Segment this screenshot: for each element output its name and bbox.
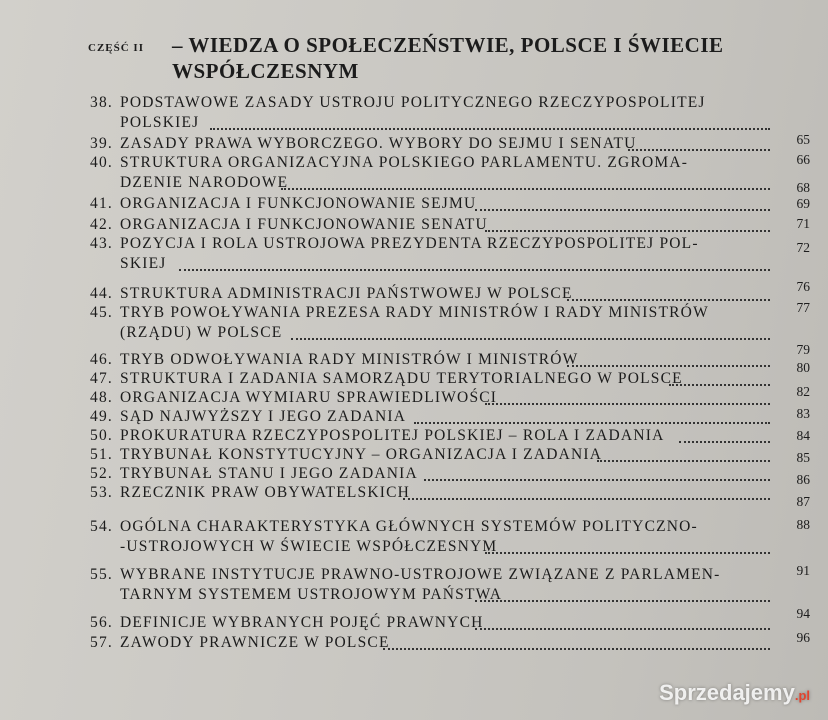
toc-page-number: 76 — [796, 279, 810, 294]
part-title: – WIEDZA O SPOŁECZEŃSTWIE, POLSCE I ŚWIECIE WSPÓŁCZESNYM — [172, 33, 724, 83]
watermark-logo: Sprzedajemy.pl — [659, 680, 810, 705]
toc-entry-number: 41. — [90, 195, 113, 212]
toc-entry-title-continued: DZENIE NARODOWE — [120, 174, 289, 191]
toc-entry-number: 54. — [90, 518, 113, 535]
toc-page-number: 79 — [796, 342, 810, 357]
toc-entry-title: TRYBUNAŁ KONSTYTUCYJNY – ORGANIZACJA I ZADANIA — [120, 446, 603, 463]
toc-dot-leader — [679, 441, 770, 443]
toc-entry-title: ORGANIZACJA I FUNKCJONOWANIE SEJMU — [120, 195, 477, 212]
toc-entry-title-continued: (RZĄDU) W POLSCE — [120, 324, 283, 341]
toc-page-number: 87 — [796, 494, 810, 509]
toc-dot-leader — [475, 209, 770, 211]
toc-dot-leader — [485, 230, 770, 232]
toc-page-number: 94 — [796, 606, 810, 621]
toc-dot-leader — [210, 128, 770, 130]
toc-entry-title: RZECZNIK PRAW OBYWATELSKICH — [120, 484, 411, 501]
toc-dot-leader — [281, 188, 770, 190]
toc-entry-title: ORGANIZACJA I FUNKCJONOWANIE SENATU — [120, 216, 488, 233]
toc-entry-number: 56. — [90, 614, 113, 631]
toc-entry-title: OGÓLNA CHARAKTERYSTYKA GŁÓWNYCH SYSTEMÓW POLITYCZNO- — [120, 518, 698, 535]
toc-dot-leader — [414, 422, 770, 424]
toc-dot-leader — [179, 269, 770, 271]
toc-entry-number: 50. — [90, 427, 113, 444]
toc-dot-leader — [567, 365, 770, 367]
toc-entry-title: WYBRANE INSTYTUCJE PRAWNO-USTROJOWE ZWIĄZANE Z PARLAMEN- — [120, 566, 721, 583]
toc-page-number: 66 — [796, 152, 810, 167]
toc-entry-title-continued: -USTROJOWYCH W ŚWIECIE WSPÓŁCZESNYM — [120, 538, 498, 555]
part-label: CZĘŚĆ II — [88, 42, 144, 54]
toc-page-number: 69 — [796, 196, 810, 211]
toc-entry-number: 55. — [90, 566, 113, 583]
toc-entry-number: 42. — [90, 216, 113, 233]
toc-page-number: 71 — [796, 216, 810, 231]
toc-entry-number: 40. — [90, 154, 113, 171]
toc-entry-number: 51. — [90, 446, 113, 463]
toc-entry-title: SĄD NAJWYŻSZY I JEGO ZADANIA — [120, 408, 407, 425]
toc-dot-leader — [597, 460, 770, 462]
toc-entry-title: POZYCJA I ROLA USTROJOWA PREZYDENTA RZECZYPOSPOLITEJ POL- — [120, 235, 699, 252]
toc-page-number: 80 — [796, 360, 810, 375]
toc-entry-title: DEFINICJE WYBRANYCH POJĘĆ PRAWNYCH — [120, 614, 484, 631]
toc-entry-number: 38. — [90, 94, 113, 111]
toc-entry-title: STRUKTURA I ZADANIA SAMORZĄDU TERYTORIALNEGO W POLSCE — [120, 370, 683, 387]
toc-entry-number: 48. — [90, 389, 113, 406]
toc-entry-title: TRYB POWOŁYWANIA PREZESA RADY MINISTRÓW I RADY MINISTRÓW — [120, 304, 709, 321]
toc-entry-title: PODSTAWOWE ZASADY USTROJU POLITYCZNEGO RZECZYPOSPOLITEJ — [120, 94, 706, 111]
toc-entry-title: STRUKTURA ORGANIZACYJNA POLSKIEGO PARLAMENTU. ZGROMA- — [120, 154, 689, 171]
toc-entry-title: ZASADY PRAWA WYBORCZEGO. WYBORY DO SEJMU I SENATU — [120, 135, 637, 152]
toc-entry-number: 49. — [90, 408, 113, 425]
toc-entry-title-continued: POLSKIEJ — [120, 114, 200, 131]
toc-page-number: 72 — [796, 240, 810, 255]
toc-page-number: 83 — [796, 406, 810, 421]
toc-page-number: 65 — [796, 132, 810, 147]
toc-entry-title: TRYB ODWOŁYWANIA RADY MINISTRÓW I MINISTRÓW — [120, 351, 579, 368]
toc-entry-number: 44. — [90, 285, 113, 302]
toc-entry-number: 52. — [90, 465, 113, 482]
toc-dot-leader — [567, 299, 770, 301]
toc-dot-leader — [475, 628, 770, 630]
toc-dot-leader — [424, 479, 770, 481]
toc-entry-number: 53. — [90, 484, 113, 501]
toc-entry-number: 39. — [90, 135, 113, 152]
toc-entry-title: STRUKTURA ADMINISTRACJI PAŃSTWOWEJ W POLSCE — [120, 285, 573, 302]
toc-page-number: 68 — [796, 180, 810, 195]
toc-page-number: 82 — [796, 384, 810, 399]
toc-entry-number: 47. — [90, 370, 113, 387]
toc-entry-number: 57. — [90, 634, 113, 651]
toc-dot-leader — [475, 600, 770, 602]
toc-page-number: 96 — [796, 630, 810, 645]
toc-page-number: 86 — [796, 472, 810, 487]
toc-entry-number: 46. — [90, 351, 113, 368]
toc-entry-title: TRYBUNAŁ STANU I JEGO ZADANIA — [120, 465, 418, 482]
toc-entry-title-continued: SKIEJ — [120, 255, 167, 272]
toc-page-number: 85 — [796, 450, 810, 465]
toc-page-number: 77 — [796, 300, 810, 315]
toc-dot-leader — [291, 338, 770, 340]
toc-dot-leader — [485, 403, 770, 405]
toc-page-number: 84 — [796, 428, 810, 443]
toc-dot-leader — [485, 552, 770, 554]
toc-dot-leader — [669, 384, 770, 386]
toc-page-number: 88 — [796, 517, 810, 532]
toc-dot-leader — [628, 149, 770, 151]
toc-dot-leader — [403, 498, 770, 500]
toc-entry-title: PROKURATURA RZECZYPOSPOLITEJ POLSKIEJ – ROLA I ZADANIA — [120, 427, 665, 444]
toc-entry-title-continued: TARNYM SYSTEMEM USTROJOWYM PAŃSTWA — [120, 586, 503, 603]
toc-page-number: 91 — [796, 563, 810, 578]
toc-entry-title: ORGANIZACJA WYMIARU SPRAWIEDLIWOŚCI — [120, 389, 498, 406]
toc-entry-number: 43. — [90, 235, 113, 252]
toc-dot-leader — [383, 648, 770, 650]
toc-entry-title: ZAWODY PRAWNICZE W POLSCE — [120, 634, 390, 651]
toc-entry-number: 45. — [90, 304, 113, 321]
